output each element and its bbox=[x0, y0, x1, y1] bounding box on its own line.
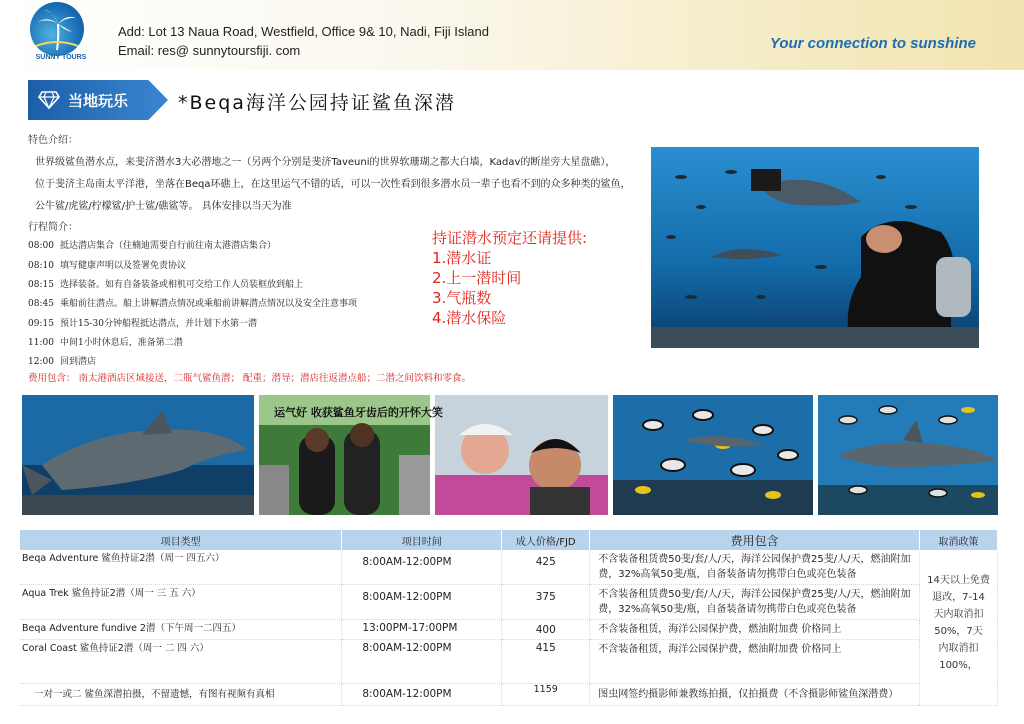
policy-line: 100%， bbox=[939, 660, 978, 671]
itinerary-text: 抵达潜店集合（住楠迪需要自行前往南太港潜店集合） bbox=[60, 241, 277, 251]
column-header: 项目时间 bbox=[342, 530, 502, 550]
item-included-cell: 不含装备租赁，海洋公园保护费，燃油附加费 价格同上 bbox=[590, 640, 920, 684]
fee-included-text: 费用包含： 南太港酒店区域接送，二瓶气鲨鱼潜； 配重；潜导；潜店往返潜点船；二潜之间饮料和零食。 bbox=[28, 373, 472, 384]
item-price-cell: 400 bbox=[502, 620, 590, 640]
item-name-cell: Beqa Adventure fundive 2潜（下午周一二四五） bbox=[20, 620, 342, 640]
itinerary-item bbox=[28, 258, 186, 271]
item-time-cell: 8:00AM-12:00PM bbox=[342, 684, 502, 706]
item-time-cell: 8:00AM-12:00PM bbox=[342, 550, 502, 585]
item-included-cell: 图虫网签约摄影师兼教练拍摄，仅拍摄费（不含摄影师鲨鱼深潜费） bbox=[590, 684, 920, 706]
itinerary-label: 行程简介： bbox=[28, 222, 78, 233]
logo-emblem bbox=[30, 2, 84, 56]
item-time-cell: 8:00AM-12:00PM bbox=[342, 585, 502, 620]
page-header bbox=[0, 0, 1024, 70]
table-row bbox=[20, 684, 998, 706]
itinerary-item bbox=[28, 277, 303, 290]
itinerary-time: 09:15 bbox=[28, 319, 54, 329]
feature-line: 公牛鲨/虎鲨/柠檬鲨/护士鲨/礁鲨等。 具体安排以当天为准 bbox=[35, 201, 292, 212]
item-name-cell: Coral Coast 鲨鱼持证2潜（周一 二 四 六） bbox=[20, 640, 342, 684]
item-name-cell: 一对一或二 鲨鱼深潜拍摄，不留遗憾，有图有视频有真相 bbox=[20, 684, 342, 706]
diver-sharks-photo bbox=[651, 147, 979, 348]
column-header: 成人价格/FJD bbox=[502, 530, 590, 550]
item-name-cell: Aqua Trek 鲨鱼持证2潜（周一 三 五 六） bbox=[20, 585, 342, 620]
requirements-title: 持证潜水预定还请提供: bbox=[432, 229, 588, 247]
requirements-box bbox=[432, 228, 587, 328]
item-price-cell: 425 bbox=[502, 550, 590, 585]
policy-line: 50%，7天 bbox=[934, 626, 983, 637]
item-included-cell: 不含装备租赁，海洋公园保护费，燃油附加费 价格同上 bbox=[590, 620, 920, 640]
sunny-tours-logo bbox=[30, 2, 92, 64]
page-title: *Beqa海洋公园持证鲨鱼深潜 bbox=[178, 92, 456, 114]
section-badge bbox=[28, 80, 168, 120]
item-included-cell: 不含装备租赁费50斐/套/人/天，海洋公园保护费25斐/人/天，燃油附加费，32%高氧50斐/瓶，自备装备请勿携带白色或亮色装备 bbox=[590, 585, 920, 620]
reef-fish-photo bbox=[613, 395, 813, 515]
item-price-cell: 1159 bbox=[502, 684, 590, 706]
slogan-text: Your connection to sunshine bbox=[769, 35, 976, 52]
requirement-item: 1.潜水证 bbox=[432, 249, 492, 267]
address-text: Add: Lot 13 Naua Road, Westfield, Office 9& 10, Nadi, Fiji Island bbox=[118, 24, 489, 39]
table-row bbox=[20, 620, 998, 640]
itinerary-item bbox=[28, 316, 257, 329]
table-row bbox=[20, 550, 998, 585]
logo-text: SUNNY TOURS bbox=[35, 54, 87, 61]
table-row bbox=[20, 585, 998, 620]
itinerary-text: 填写健康声明以及签署免责协议 bbox=[60, 261, 187, 271]
policy-line: 内取消扣 bbox=[938, 643, 979, 654]
itinerary-time: 11:00 bbox=[28, 338, 54, 348]
item-price-cell: 415 bbox=[502, 640, 590, 684]
column-header: 项目类型 bbox=[20, 530, 342, 550]
itinerary-time: 12:00 bbox=[28, 357, 54, 367]
itinerary-time: 08:15 bbox=[28, 280, 54, 290]
itinerary-time: 08:00 bbox=[28, 241, 54, 251]
features-label: 特色介绍： bbox=[28, 135, 78, 146]
table-header-row bbox=[20, 530, 998, 550]
photo-caption: 运气好 收获鲨鱼牙齿后的开怀大笑 bbox=[274, 406, 443, 419]
itinerary-item bbox=[28, 354, 96, 367]
itinerary-item bbox=[28, 238, 276, 251]
policy-line: 退改，7-14 bbox=[932, 592, 985, 603]
itinerary-time: 08:45 bbox=[28, 299, 54, 309]
shark-photo bbox=[22, 395, 254, 515]
diamond-icon bbox=[38, 90, 60, 110]
itinerary-text: 中间1小时休息后，准备第二潜 bbox=[60, 338, 183, 348]
itinerary-text: 预计15-30分钟船程抵达潜点，并计划下水第一潜 bbox=[60, 319, 257, 329]
column-header: 费用包含 bbox=[590, 530, 920, 550]
item-name-cell: Beqa Adventure 鲨鱼持证2潜（周一 四五六） bbox=[20, 550, 342, 585]
divers-smiling-photo bbox=[435, 395, 608, 515]
itinerary-text: 回到潜店 bbox=[60, 357, 97, 367]
policy-line: 14天以上免费 bbox=[927, 575, 990, 586]
badge-label: 当地玩乐 bbox=[68, 92, 129, 110]
itinerary-item bbox=[28, 335, 183, 348]
item-included-cell: 不含装备租赁费50斐/套/人/天，海洋公园保护费25斐/人/天，燃油附加费，32%高氧50斐/瓶，自备装备请勿携带白色或亮色装备 bbox=[590, 550, 920, 585]
item-price-cell: 375 bbox=[502, 585, 590, 620]
palm-tree-icon bbox=[30, 2, 84, 56]
requirement-item: 4.潜水保险 bbox=[432, 309, 507, 327]
feature-line: 世界级鲨鱼潜水点，来斐济潜水3大必潜地之一（另两个分别是斐济Taveuni的世界软珊瑚之都大白墙，Kadav的断崖旁大星盘礁）， bbox=[35, 157, 616, 168]
item-time-cell: 8:00AM-12:00PM bbox=[342, 640, 502, 684]
feature-line: 位于斐济主岛南太平洋港，坐落在Beqa环礁上，在这里运气不错的话，可以一次性看到很多潜水员一辈子也看不到的众多种类的鲨鱼， bbox=[35, 179, 631, 190]
itinerary-text: 乘船前往潜点。船上讲解潜点情况或乘船前讲解潜点情况以及安全注意事项 bbox=[60, 299, 358, 309]
column-header: 取消政策 bbox=[920, 530, 998, 550]
itinerary-time: 08:10 bbox=[28, 261, 54, 271]
email-text: Email: res@ sunnytoursfiji. com bbox=[118, 43, 301, 58]
requirement-item: 2.上一潜时间 bbox=[432, 269, 522, 287]
price-table bbox=[20, 530, 998, 706]
cancel-policy-cell bbox=[920, 550, 998, 706]
shark-school-photo bbox=[818, 395, 998, 515]
table-row bbox=[20, 640, 998, 684]
requirement-item: 3.气瓶数 bbox=[432, 289, 492, 307]
policy-line: 天内取消扣 bbox=[933, 609, 984, 620]
itinerary-text: 选择装备。如有自备装备或相机可交给工作人员装框放到船上 bbox=[60, 280, 304, 290]
itinerary-item bbox=[28, 296, 357, 309]
item-time-cell: 13:00PM-17:00PM bbox=[342, 620, 502, 640]
